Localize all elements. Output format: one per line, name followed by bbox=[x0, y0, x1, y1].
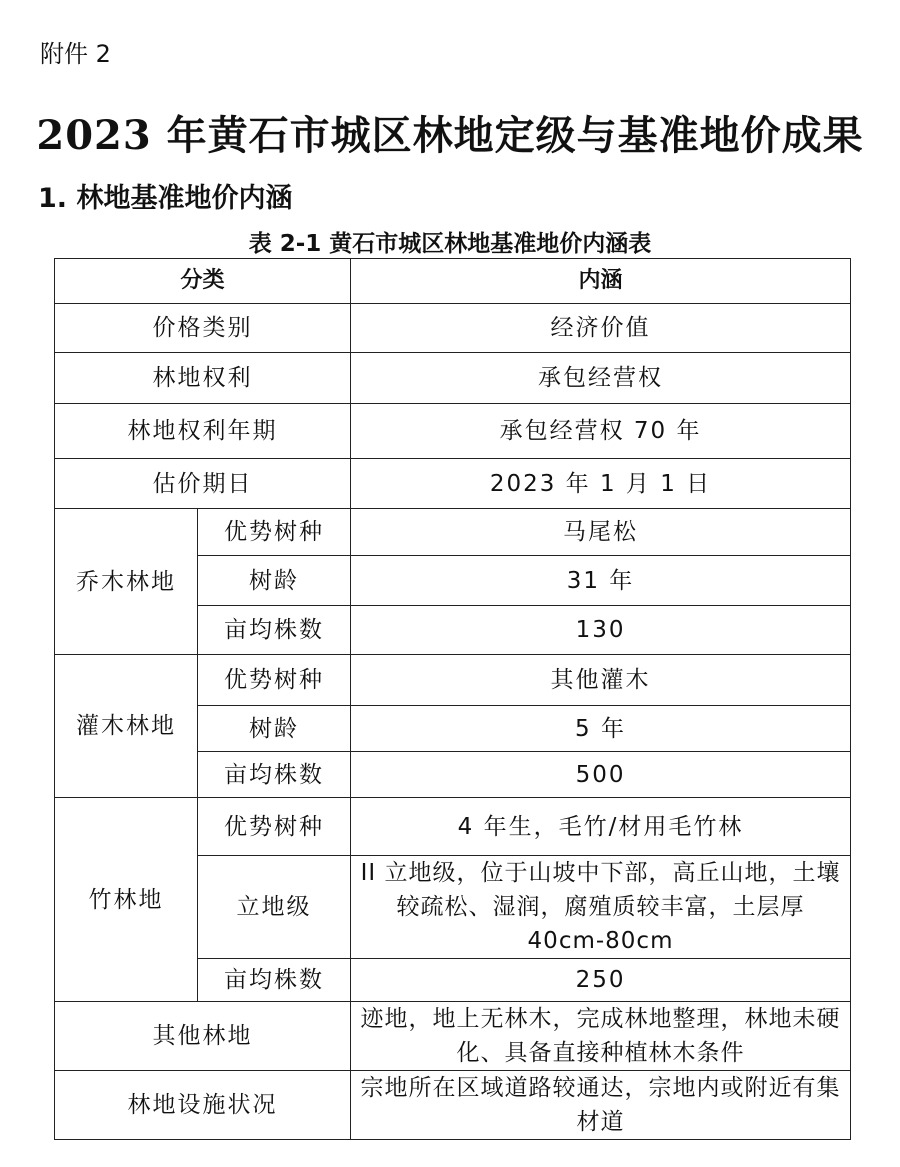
row-label-land-right: 林地权利 bbox=[55, 353, 351, 404]
group-label-shrub: 灌木林地 bbox=[55, 655, 198, 798]
arbor-plants-value: 130 bbox=[351, 606, 851, 655]
arbor-age-value: 31 年 bbox=[351, 556, 851, 606]
bamboo-plants-value: 250 bbox=[351, 959, 851, 1002]
row-label-valuation-date: 估价期日 bbox=[55, 459, 351, 509]
table-row bbox=[55, 798, 851, 856]
header-category: 分类 bbox=[55, 259, 351, 304]
main-title: 2023 年黄石市城区林地定级与基准地价成果 bbox=[36, 112, 864, 159]
bamboo-site-label: 立地级 bbox=[198, 856, 351, 959]
shrub-age-value: 5 年 bbox=[351, 706, 851, 752]
shrub-plants-value: 500 bbox=[351, 752, 851, 798]
section-title: 1. 林地基准地价内涵 bbox=[38, 183, 293, 214]
bamboo-plants-label: 亩均株数 bbox=[198, 959, 351, 1002]
table-row bbox=[55, 353, 851, 404]
row-label-price-type: 价格类别 bbox=[55, 304, 351, 353]
attachment-label: 附件 2 bbox=[40, 40, 111, 68]
table-row bbox=[55, 1002, 851, 1071]
table-row bbox=[55, 304, 851, 353]
row-label-other-forest: 其他林地 bbox=[55, 1002, 351, 1071]
row-value-price-type: 经济价值 bbox=[351, 304, 851, 353]
table-row bbox=[55, 655, 851, 706]
group-label-arbor: 乔木林地 bbox=[55, 509, 198, 655]
group-label-bamboo: 竹林地 bbox=[55, 798, 198, 1002]
shrub-plants-label: 亩均株数 bbox=[198, 752, 351, 798]
row-value-valuation-date: 2023 年 1 月 1 日 bbox=[351, 459, 851, 509]
row-value-other-forest: 迹地，地上无林木，完成林地整理，林地未硬化、具备直接种植林木条件 bbox=[351, 1002, 851, 1071]
table-row bbox=[55, 459, 851, 509]
bamboo-species-value: 4 年生，毛竹/材用毛竹林 bbox=[351, 798, 851, 856]
row-label-facilities: 林地设施状况 bbox=[55, 1071, 351, 1140]
arbor-species-label: 优势树种 bbox=[198, 509, 351, 556]
header-content: 内涵 bbox=[351, 259, 851, 304]
row-label-right-term: 林地权利年期 bbox=[55, 404, 351, 459]
row-value-land-right: 承包经营权 bbox=[351, 353, 851, 404]
shrub-species-value: 其他灌木 bbox=[351, 655, 851, 706]
table-caption: 表 2-1 黄石市城区林地基准地价内涵表 bbox=[248, 231, 652, 257]
land-price-connotation-table bbox=[54, 258, 851, 1140]
arbor-age-label: 树龄 bbox=[198, 556, 351, 606]
arbor-plants-label: 亩均株数 bbox=[198, 606, 351, 655]
table-header-row bbox=[55, 259, 851, 304]
row-value-facilities: 宗地所在区域道路较通达，宗地内或附近有集材道 bbox=[351, 1071, 851, 1140]
row-value-right-term: 承包经营权 70 年 bbox=[351, 404, 851, 459]
shrub-species-label: 优势树种 bbox=[198, 655, 351, 706]
bamboo-species-label: 优势树种 bbox=[198, 798, 351, 856]
table-row bbox=[55, 1071, 851, 1140]
arbor-species-value: 马尾松 bbox=[351, 509, 851, 556]
shrub-age-label: 树龄 bbox=[198, 706, 351, 752]
table-row bbox=[55, 404, 851, 459]
bamboo-site-value: II 立地级，位于山坡中下部，高丘山地，土壤较疏松、湿润，腐殖质较丰富，土层厚 40cm-80cm bbox=[351, 856, 851, 959]
table-row bbox=[55, 509, 851, 556]
